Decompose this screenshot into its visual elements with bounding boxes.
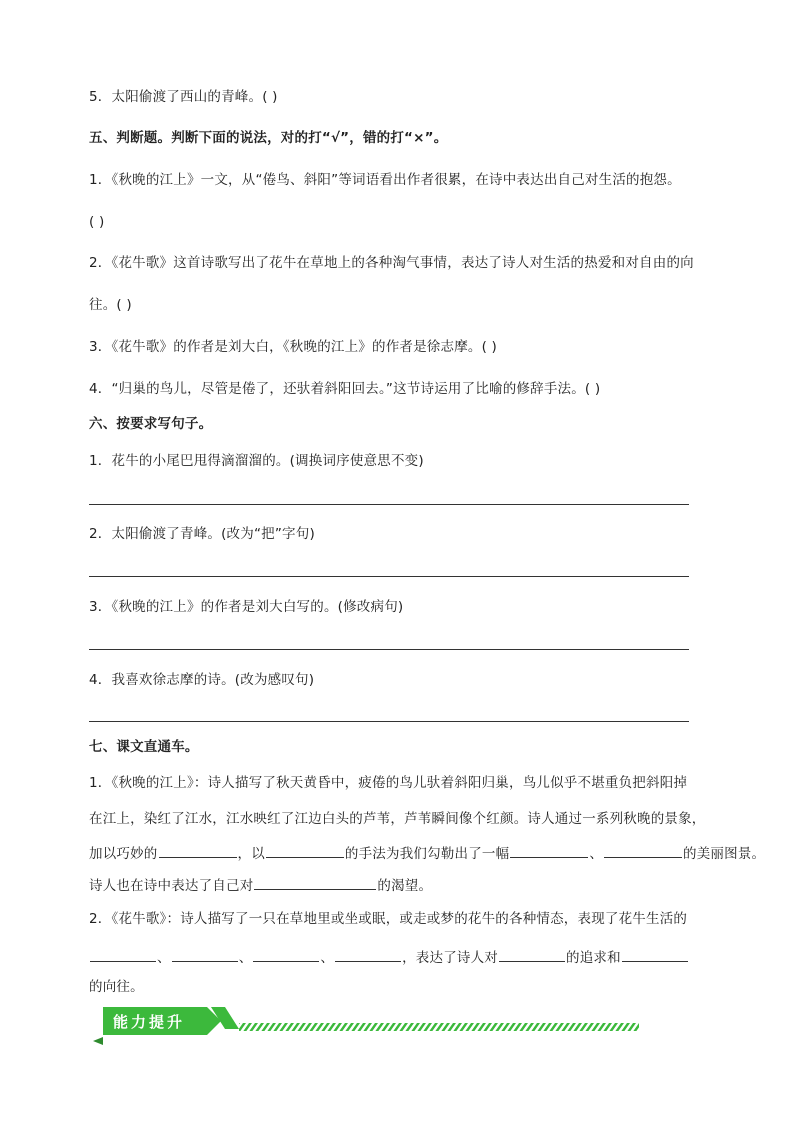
passage-1-line-3: 加以巧妙的 ，以 的手法为我们勾勒出了一幅 、 的美丽图景。	[89, 842, 765, 865]
fill-blank[interactable]	[90, 946, 156, 962]
rewrite-item-3: 3．《秋晚的江上》的作者是刘大白写的。(修改病句)	[89, 599, 404, 615]
fill-blank[interactable]	[266, 842, 344, 858]
answer-line-2[interactable]	[89, 576, 689, 577]
banner-label: 能力提升	[113, 1013, 186, 1031]
fill-blank[interactable]	[253, 946, 319, 962]
banner-stripes	[239, 1023, 639, 1031]
rewrite-item-1: 1．花牛的小尾巴甩得滴溜溜的。(调换词序使意思不变)	[89, 453, 424, 469]
section-7-heading: 七、课文直通车。	[89, 739, 199, 755]
section-6-heading: 六、按要求写句子。	[89, 416, 213, 432]
answer-line-4[interactable]	[89, 721, 689, 722]
fill-blank[interactable]	[172, 946, 238, 962]
ability-banner	[89, 1003, 649, 1047]
passage-2-line-3: 的向往。	[89, 979, 144, 995]
passage-1-line-4: 诗人也在诗中表达了自己对 的渴望。	[89, 874, 432, 897]
judge-item-1: 1．《秋晚的江上》一文，从“倦鸟、斜阳”等词语看出作者很累，在诗中表达出自己对生活的抱怨。	[89, 172, 681, 188]
judge-item-2-cont[interactable]: 往。( )	[89, 297, 132, 313]
judge-item-3[interactable]: 3．《花牛歌》的作者是刘大白，《秋晚的江上》的作者是徐志摩。( )	[89, 339, 498, 355]
answer-line-3[interactable]	[89, 649, 689, 650]
judge-item-1-answer[interactable]: ( )	[89, 214, 105, 230]
fill-blank[interactable]	[159, 842, 237, 858]
answer-line-1[interactable]	[89, 504, 689, 505]
fill-blank[interactable]	[499, 946, 565, 962]
section-5-heading: 五、判断题。判断下面的说法，对的打“√”，错的打“×”。	[89, 130, 448, 146]
question-5: 5．太阳偷渡了西山的青峰。( )	[89, 89, 278, 105]
fill-blank[interactable]	[604, 842, 682, 858]
rewrite-item-4: 4．我喜欢徐志摩的诗。(改为感叹句)	[89, 672, 315, 688]
fill-blank[interactable]	[510, 842, 588, 858]
passage-1-line-2: 在江上，染红了江水，江水映红了江边白头的芦苇，芦苇瞬间像个红颜。诗人通过一系列秋晚的景象，	[89, 811, 706, 827]
fill-blank[interactable]	[335, 946, 401, 962]
rewrite-item-2: 2．太阳偷渡了青峰。(改为“把”字句)	[89, 526, 315, 542]
passage-2-line-1: 2．《花牛歌》：诗人描写了一只在草地里或坐或眠，或走或梦的花牛的各种情态，表现了花牛生活的	[89, 911, 688, 927]
passage-2-line-2: 、 、 、 ，表达了诗人对 的追求和	[89, 946, 689, 969]
passage-1-line-1: 1．《秋晚的江上》：诗人描写了秋天黄昏中，疲倦的鸟儿驮着斜阳归巢，鸟儿似乎不堪重负把斜阳掉	[89, 775, 688, 791]
fill-blank[interactable]	[622, 946, 688, 962]
judge-item-2: 2．《花牛歌》这首诗歌写出了花牛在草地上的各种淘气事情，表达了诗人对生活的热爱和对自由的向	[89, 255, 694, 271]
fill-blank[interactable]	[254, 874, 376, 890]
judge-item-4[interactable]: 4．“归巢的鸟儿，尽管是倦了，还驮着斜阳回去。”这节诗运用了比喻的修辞手法。( )	[89, 381, 601, 397]
banner-fold	[93, 1037, 103, 1045]
